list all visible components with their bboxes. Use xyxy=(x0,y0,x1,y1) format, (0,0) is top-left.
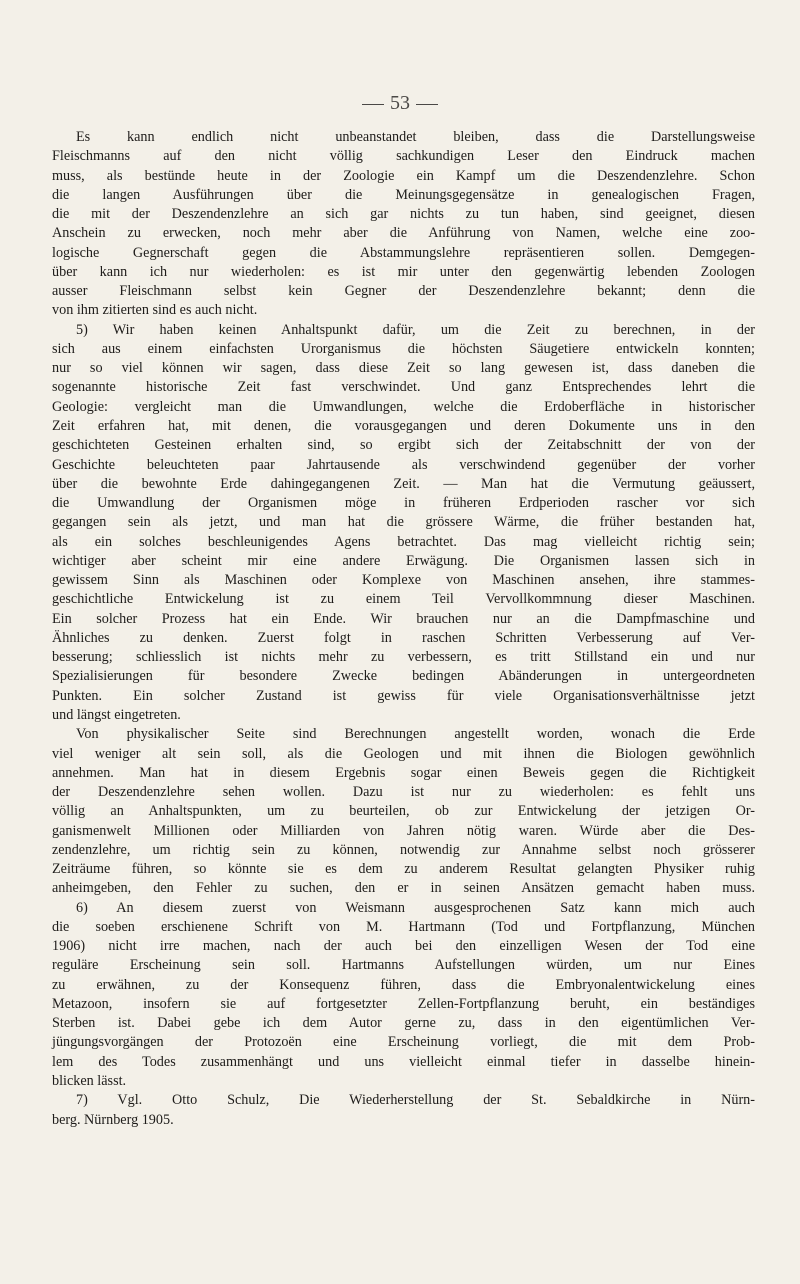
text-line: von ihm zitierten sind es auch nicht. xyxy=(52,302,258,319)
text-line: besserung; schliesslich ist nichts mehr zu verbessern, es tritt Stillstand ein und nur xyxy=(52,649,755,666)
text-line: der Deszendenzlehre sehen wollen. Dazu ist nur zu wiederholen: es fehlt uns xyxy=(52,784,755,801)
page-number: 53 xyxy=(390,92,410,114)
text-line: über kann ich nur wiederholen: es ist mir unter den gegenwärtig lebenden Zoologen xyxy=(52,263,755,280)
text-line: sich aus einem einfachsten Urorganismus die höchsten Säugetiere entwickeln konnten; xyxy=(52,340,755,357)
text-line: ganismenwelt Millionen oder Milliarden von Jahren nötig waren. Würde aber die Des- xyxy=(52,822,755,839)
dash-left xyxy=(362,104,384,105)
text-line: die Umwandlung der Organismen möge in früheren Erdperioden rascher vor sich xyxy=(52,495,755,512)
text-line: über die bewohnte Erde dahingegangenen Zeit. — Man hat die Vermutung geäussert, xyxy=(52,475,755,492)
text-line: blicken lässt. xyxy=(52,1073,127,1090)
text-line: jüngungsvorgängen der Protozoën eine Erscheinung vorliegt, die mit dem Prob- xyxy=(52,1034,755,1051)
dash-right xyxy=(416,104,438,105)
text-line: 7) Vgl. Otto Schulz, Die Wiederherstellung der St. Sebaldkirche in Nürn- xyxy=(76,1092,755,1109)
text-line: die langen Ausführungen über die Meinungsgegensätze in genealogischen Fragen, xyxy=(52,186,755,203)
text-line: 6) An diesem zuerst von Weismann ausgesprochenen Satz kann mich auch xyxy=(76,899,755,916)
body-text xyxy=(52,128,755,1130)
text-line: anheimgeben, den Fehler zu suchen, den er in seinen Ansätzen gemacht haben muss. xyxy=(52,880,755,897)
text-line: Metazoon, insofern sie auf fortgesetzter Zellen-Fortpflanzung beruht, ein beständiges xyxy=(52,995,755,1012)
text-line: zu erwähnen, zu der Konsequenz führen, dass die Embryonalentwickelung eines xyxy=(52,976,755,993)
text-line: Ähnliches zu denken. Zuerst folgt in raschen Schritten Verbesserung auf Ver- xyxy=(52,629,755,646)
text-line: Zeiträume führen, so könnte sie es dem zu anderem Resultat gelangten Physiker ruhig xyxy=(52,861,755,878)
text-line: annehmen. Man hat in diesem Ergebnis sogar einen Beweis gegen die Richtigkeit xyxy=(52,764,755,781)
text-line: als ein solches beschleunigendes Agens betrachtet. Das mag vielleicht richtig sein; xyxy=(52,533,755,550)
text-line: Sterben ist. Dabei gebe ich dem Autor gerne zu, dass in den eigentümlichen Ver- xyxy=(52,1015,755,1032)
text-line: Geschichte beleuchteten paar Jahrtausende als verschwindend gegenüber der vorher xyxy=(52,456,755,473)
page-number-line xyxy=(0,92,800,115)
text-line: ausser Fleischmann selbst kein Gegner der Deszendenzlehre bekannt; denn die xyxy=(52,283,755,300)
text-line: gewissem Sinn als Maschinen oder Komplexe von Maschinen ansehen, ihre stammes- xyxy=(52,572,755,589)
text-line: gegangen sein als jetzt, und man hat die grössere Wärme, die früher bestanden hat, xyxy=(52,514,755,531)
text-line: berg. Nürnberg 1905. xyxy=(52,1111,174,1128)
text-line: sogenannte historische Zeit fast verschwindet. Und ganz Entsprechendes lehrt die xyxy=(52,379,755,396)
text-line: Geologie: vergleicht man die Umwandlungen, welche die Erdoberfläche in historischer xyxy=(52,398,755,415)
text-line: Ein solcher Prozess hat ein Ende. Wir brauchen nur an die Dampfmaschine und xyxy=(52,610,755,627)
text-line: reguläre Erscheinung sein soll. Hartmanns Aufstellungen würden, um nur Eines xyxy=(52,957,755,974)
text-line: Von physikalischer Seite sind Berechnungen angestellt worden, wonach die Erde xyxy=(76,726,755,743)
text-line: logische Gegnerschaft gegen die Abstammungslehre repräsentieren sollen. Demgegen- xyxy=(52,244,755,261)
text-line: und längst eingetreten. xyxy=(52,706,181,723)
text-line: Spezialisierungen für besondere Zwecke bedingen Abänderungen in untergeordneten xyxy=(52,668,755,685)
text-line: lem des Todes zusammenhängt und uns vielleicht einmal tiefer in dasselbe hinein- xyxy=(52,1053,755,1070)
text-line: viel weniger alt sein soll, als die Geologen und mit ihnen die Biologen gewöhnlich xyxy=(52,745,755,762)
text-line: völlig an Anhaltspunkten, um zu beurteilen, ob zur Entwickelung der jetzigen Or- xyxy=(52,803,755,820)
text-line: geschichtliche Entwickelung ist zu einem Teil Vervollkommnung dieser Maschinen. xyxy=(52,591,755,608)
text-line: Fleischmanns auf den nicht völlig sachkundigen Leser den Eindruck machen xyxy=(52,148,755,165)
text-line: geschichteten Gesteinen erhalten sind, so ergibt sich der Zeitabschnitt der von der xyxy=(52,437,755,454)
text-line: wichtiger aber scheint mir eine andere Erwägung. Die Organismen lassen sich in xyxy=(52,552,755,569)
text-line: Anschein zu erwecken, noch mehr aber die Anführung von Namen, welche eine zoo- xyxy=(52,225,755,242)
text-line: Punkten. Ein solcher Zustand ist gewiss für viele Organisationsverhältnisse jetzt xyxy=(52,687,755,704)
text-line: 5) Wir haben keinen Anhaltspunkt dafür, um die Zeit zu berechnen, in der xyxy=(76,321,755,338)
text-line: muss, als bestünde heute in der Zoologie ein Kampf um die Deszendenzlehre. Schon xyxy=(52,167,755,184)
text-line: Zeit erfahren hat, mit denen, die vorausgegangen und deren Dokumente uns in den xyxy=(52,417,755,434)
text-line: nur so viel können wir sagen, dass diese Zeit so lang gewesen ist, dass daneben die xyxy=(52,360,755,377)
text-line: Es kann endlich nicht unbeanstandet bleiben, dass die Darstellungsweise xyxy=(76,129,755,145)
text-line: die soeben erschienene Schrift von M. Hartmann (Tod und Fortpflanzung, München xyxy=(52,918,755,935)
text-line: 1906) nicht irre machen, nach der auch bei den einzelligen Wesen der Tod eine xyxy=(52,938,755,955)
text-line: zendenzlehre, um richtig sein zu können, notwendig zur Annahme selbst noch grösserer xyxy=(52,841,755,858)
text-line: die mit der Deszendenzlehre an sich gar nichts zu tun haben, sind geeignet, diesen xyxy=(52,206,755,223)
